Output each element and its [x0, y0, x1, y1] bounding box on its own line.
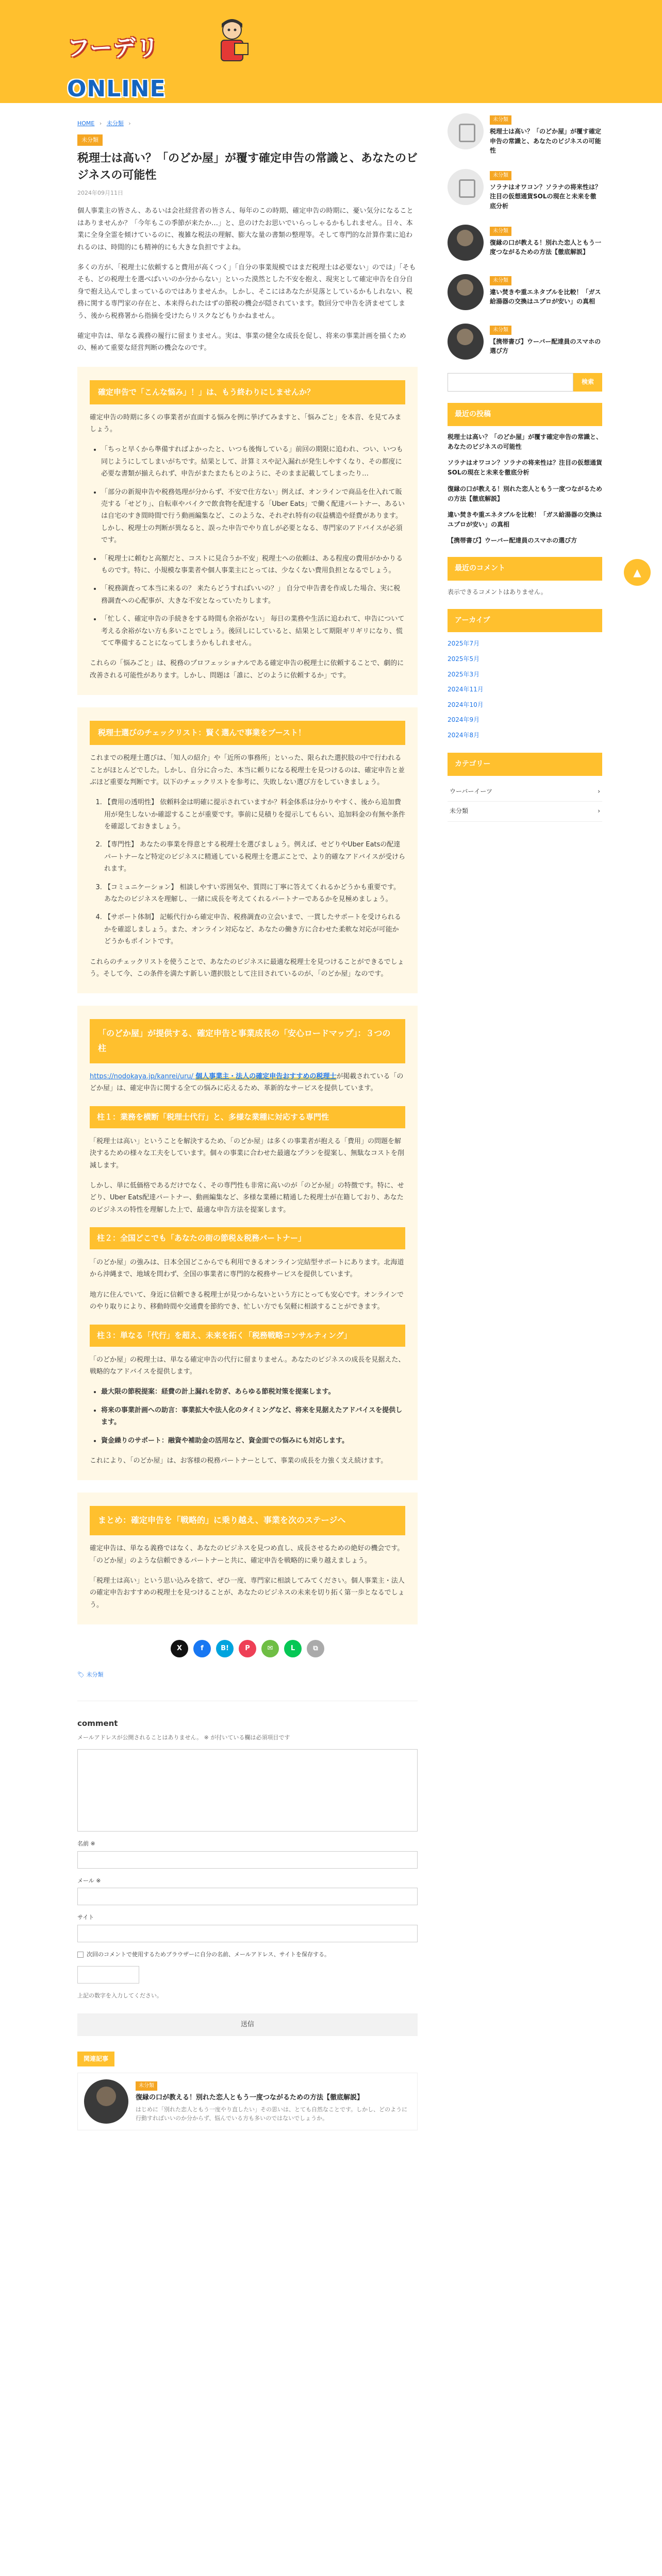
pillar-paragraph: しかし、単に低価格であるだけでなく、その専門性も非常に高いのが「のどか屋」の特徴です。特に、せどり、Uber Eats配達パートナー、動画編集など、多様な業種に精通した税理士が在籍しており、あなたのビジネスの特性を理解した上で、最適な申告方法を提案します。 — [90, 1181, 404, 1214]
email-field[interactable] — [77, 1888, 418, 1905]
name-label: 名前 ※ — [77, 1840, 95, 1847]
recent-post-link[interactable]: 【携帯書び】ウーバー配達員のスマホの選び方 — [448, 537, 577, 545]
post-date: 2024年09月11日 — [77, 189, 123, 196]
comment-textarea[interactable] — [77, 1749, 418, 1832]
post-thumbnail — [448, 225, 484, 261]
checklist — [104, 796, 405, 947]
search-button[interactable]: 検索 — [573, 373, 602, 392]
list-item: • 最大限の節税提案：経費の計上漏れを防ぎ、あらゆる節税対策を提案します。 — [101, 1386, 405, 1398]
intro-paragraph: 多くの方が、「税理士に依頼すると費用が高くつく」「自分の事業規模ではまだ税理士は必要ない」のでは」「そもそも、どの税理士を選べばいいのか分からない」といった漠然とした不安を抱え、現実として確定申告を自分自身で抱え込んでしまっているのではありませんか。しかし、そこにはあなたが見落としているかもしれない、税務に関する専門家の存在と、本来得られたはずの節税の機会が隠されています。数回分で申告を済ませてしまう、後から税務署から指摘を受けたらリスクなどもりかねません。 — [77, 263, 416, 320]
share-copy-button[interactable]: ⧉ — [307, 1640, 324, 1657]
recent-posts-heading: 最近の投稿 — [448, 403, 602, 426]
breadcrumb-category[interactable]: 未分類 — [106, 120, 124, 127]
source-url[interactable]: https://nodokaya.jp/kanrei/uru/ — [90, 1072, 196, 1080]
category-link[interactable] — [448, 802, 602, 822]
popular-post[interactable] — [448, 324, 602, 360]
list-item: 2. 【専門性】 あなたの事業を得意とする税理士を選びましょう。例えば、せどりやUber Eatsの配達パートナーなど特定のビジネスに精通している税理士を選ぶことで、より的確なアドバイスが受けられます。 — [104, 839, 405, 875]
post-category: 未分類 — [490, 276, 511, 285]
save-info-label: 次回のコメントで使用するためブラウザーに自分の名前、メールアドレス、サイトを保存する。 — [87, 1951, 330, 1958]
pillar-list — [101, 1386, 405, 1447]
popular-post[interactable] — [448, 169, 602, 211]
breadcrumb-separator: › — [99, 120, 102, 127]
recent-post-link[interactable]: 税理士は高い？「のどか屋」が覆す確定申告の常識と、あなたのビジネスの可能性 — [448, 433, 603, 450]
section-heading: まとめ：確定申告を「戦略的」に乗り越え、事業を次のステージへ — [90, 1506, 405, 1535]
related-body — [136, 2079, 411, 2124]
intro-paragraph: 確定申告は、単なる義務の履行に留まりません。実は、事業の健全な成長を促し、将来の事業計画を描くための、極めて重要な経営判断の機会なのです。 — [77, 332, 406, 352]
recent-comments-heading: 最近のコメント — [448, 557, 602, 580]
summary-paragraph: 確定申告は、単なる義務ではなく、あなたのビジネスを見つめ直し、成長させるための絶好の機会です。「のどか屋」のような信頼できるパートナーと共に、確定申告を戦略的に乗り越えましょう。 — [90, 1545, 404, 1565]
section-heading: 確定申告で「こんな悩み」！」は、もう終わりにしませんか？ — [90, 380, 405, 404]
chevron-right-icon: › — [598, 807, 600, 815]
section-heading: 税理士選びのチェックリスト：賢く選んで事業をブースト！ — [90, 721, 405, 745]
worries-list — [101, 444, 405, 649]
submit-button[interactable]: 送信 — [77, 2013, 418, 2036]
search-input[interactable] — [448, 373, 573, 392]
share-hatena-button[interactable]: B! — [216, 1640, 234, 1657]
save-info-checkbox[interactable] — [77, 1952, 84, 1958]
save-info-row — [77, 1950, 418, 1960]
recent-post-link[interactable]: ソラナはオワコン？ソラナの将来性は？注目の仮想通貨SOLの現在と未来を徹底分析 — [448, 459, 603, 477]
scroll-top-button[interactable]: ▲ — [624, 559, 651, 586]
share-mail-button[interactable]: ✉ — [261, 1640, 279, 1657]
related-title: 復縁の口が教える！別れた恋人ともう一度つながるための方法【徹底解説】 — [136, 2094, 364, 2102]
post-title: 違い焚きや重エネタブルを比較！「ガス給湯器の交換はユプロが安い」の真相 — [490, 288, 601, 306]
comment-heading: comment — [77, 1718, 118, 1728]
list-item: • 「ちっと早くから準備すればよかったと、いつも後悔している」前回の期限に追われ、つい、いつも同じようにしてしまいがちです。結果として、計算ミスや記入漏れが発生しやすくなり、その都度に必要な書類が揃えられず、申告がまたまたもとのように、そのまま記載してしまったり… — [101, 444, 405, 480]
popular-post[interactable] — [448, 113, 602, 156]
archive-link[interactable]: 2025年7月 — [448, 640, 480, 648]
list-item: 1. 【費用の透明性】 依頼料金は明確に提示されていますか？料金体系は分かりやすく、後から追加費用が発生しないか確認することが重要です。事前に見積りを提示してもらい、追加料金の有無や条件を確認しておきましょう。 — [104, 796, 405, 833]
archive-link[interactable]: 2024年11月 — [448, 686, 484, 693]
related-post-card[interactable] — [77, 2073, 418, 2130]
summary-paragraph: 「税理士は高い」という思い込みを捨て、ぜひ一度、専門家に相談してみてください。個人事業主・法人の確定申告おすすめの税理士を見つけることが、あなたのビジネスの未来を切り拓く第一歩となるでしょう。 — [90, 1577, 405, 1609]
breadcrumb-separator: › — [128, 120, 131, 127]
captcha-label: 上記の数字を入力してください。 — [77, 1992, 162, 1999]
no-comments-text: 表示できるコメントはありません。 — [448, 588, 547, 596]
post-thumbnail — [448, 113, 484, 149]
archive-heading: アーカイブ — [448, 609, 602, 632]
recent-post-link[interactable]: 復縁の口が教える！別れた恋人ともう一度つながるための方法【徹底解説】 — [448, 485, 603, 502]
checklist-section — [77, 707, 418, 993]
category-badge[interactable]: 未分類 — [77, 134, 103, 146]
post-thumbnail — [448, 274, 484, 310]
search-widget — [448, 373, 602, 392]
archive-link[interactable]: 2024年10月 — [448, 701, 484, 708]
archive-link[interactable]: 2024年8月 — [448, 731, 480, 739]
pillar-paragraph: 「税理士は高い」ということを解決するため、「のどか屋」は多くの事業者が抱える「費用」の問題を解決するための様々な工夫をしています。個々の事業に合わせた最適なプランを提案し、無駄なコストを削減します。 — [90, 1137, 404, 1170]
post-category: 未分類 — [490, 227, 511, 236]
popular-post[interactable] — [448, 225, 602, 261]
related-thumbnail — [84, 2079, 128, 2124]
list-item: • 「税理士に頼むと高額だと、コストに見合うか不安」税理士への依頼は、ある程度の費用がかかりるものです。特に、小規模な事業者や個人事業主にとっては、少なくない費用負担となるでしょう。 — [101, 553, 405, 577]
page-title: 税理士は高い？「のどか屋」が覆す確定申告の常識と、あなたのビジネスの可能性 — [77, 151, 418, 182]
archive-link[interactable]: 2024年9月 — [448, 716, 480, 724]
comment-form — [77, 1701, 418, 2036]
share-facebook-button[interactable]: f — [193, 1640, 211, 1657]
archive-list — [448, 638, 602, 741]
lead-text: が掲載されている「のどか屋」は、確定申告に関する全ての悩みに応えるため、革新的なサービスを提供しています。 — [90, 1072, 404, 1093]
breadcrumb — [77, 118, 418, 129]
pillar-paragraph: 地方に住んでいて、身近に信頼できる税理士が見つからないという方にとっても安心です。オンラインでのやり取りにより、移動時間や交通費を節約でき、忙しい方でも気軽に相談することができます。 — [90, 1291, 404, 1311]
share-pocket-button[interactable]: P — [239, 1640, 256, 1657]
recommend-link[interactable]: 個人事業主・法人の確定申告おすすめの税理士 — [195, 1072, 337, 1080]
captcha-field[interactable] — [77, 1966, 139, 1984]
email-label: メール ※ — [77, 1877, 101, 1884]
list-item: • 資金繰りのサポート：融資や補助金の活用など、資金面での悩みにも対応します。 — [101, 1435, 405, 1447]
pillar-closing: これにより、「のどか屋」は、お客様の税務パートナーとして、事業の成長を力強く支え続けます。 — [90, 1456, 388, 1465]
archive-link[interactable]: 2025年5月 — [448, 655, 480, 663]
share-x-button[interactable]: X — [171, 1640, 188, 1657]
roadmap-section — [77, 1006, 418, 1480]
list-item: • 「税務調査って本当に来るの？ 来たらどうすればいいの？」 自分で申告書を作成した場合、実に税務調査への心配事が、大きな不安となっていたりします。 — [101, 583, 405, 607]
category-label: 未分類 — [450, 807, 469, 815]
section-lead: 確定申告の時期に多くの事業者が直面する悩みを例に挙げてみますと、「悩みごと」を本音、を見てみましょう。 — [90, 413, 402, 434]
site-field[interactable] — [77, 1925, 418, 1942]
section-closing: これらのチェックリストを使うことで、あなたのビジネスに最適な税理士を見つけることができるでしょう。そして今、この条件を満たす新しい選択肢として注目されているのが、「のどか屋」なのです。 — [90, 958, 404, 978]
article-column — [77, 118, 418, 2130]
tag-label: 未分類 — [86, 1671, 104, 1679]
post-thumbnail — [448, 169, 484, 205]
pillar-heading: 柱１：業務を横断「税理士代行」と、多様な業種に対応する専門性 — [90, 1106, 405, 1128]
pillar-paragraph: 「のどか屋」の税理士は、単なる確定申告の代行に留まりません。あなたのビジネスの成長を見据えた、戦略的なアドバイスを提供します。 — [90, 1355, 405, 1376]
recent-post-link[interactable]: 違い焚きや重エネタブルを比較！「ガス給湯器の交換はユプロが安い」の真相 — [448, 511, 602, 529]
category-label: ウーバーイーツ — [450, 787, 492, 795]
post-title: ソラナはオワコン？ソラナの将来性は？注目の仮想通貨SOLの現在と未来を徹底分析 — [490, 183, 602, 210]
related-heading: 関連記事 — [77, 2052, 114, 2067]
section-lead — [90, 1071, 405, 1095]
list-item: 3. 【コミュニケーション】 相談しやすい雰囲気や、質問に丁寧に答えてくれるかどうかも重要です。あなたのビジネスを理解し、一緒に成長を考えてくれるパートナーであるかを見極めましょう。 — [104, 882, 405, 906]
post-thumbnail — [448, 324, 484, 360]
post-title: 税理士は高い？「のどか屋」が覆す確定申告の常識と、あなたのビジネスの可能性 — [490, 128, 602, 155]
section-heading: 「のどか屋」が提供する、確定申告と事業成長の「安心ロードマップ」：３つの柱 — [90, 1019, 405, 1063]
intro-paragraph: 個人事業主の皆さん、あるいは会社経営者の皆さん、毎年のこの時期、確定申告の時期に、憂い気分になることはありませんか？「今年もこの季節が来たか…」と、息のけたお思いでいらっしゃるかもしれません。日々、本業に全身全霊を傾けているのに、複雑な税法の理解、膨大な量の書類の整理等。そして専門的な計算作業に追われるのは、時間的にも精神的にも大きな負担ですよね。 — [77, 207, 413, 251]
archive-link[interactable]: 2025年3月 — [448, 670, 480, 678]
post-tag[interactable]: 🏷 未分類 — [77, 1671, 104, 1679]
pillar-heading: 柱３：単なる「代行」を超え、未来を拓く「税務戦略コンサルティング」 — [90, 1325, 405, 1347]
recent-posts-list — [448, 432, 602, 546]
chevron-right-icon: › — [598, 787, 600, 795]
category-link[interactable] — [448, 782, 602, 802]
list-item: • 「部分の新規申告や税務処理が分からず、不安で仕方ない」例えば、オンラインで商品を仕入れて販売する「せどり」、自転車やバイクで飲食物を配達する「Uber Eats」で働く配達パートナー、あるいは自宅のすき間時間で行う動画編集など、このような、それぞれ特有の収益構造や経費があります。しかし、税理士の判断が異なると、誤った申告でやり直しが必要となる、専門家のアドバイスが必須です。 — [101, 486, 405, 547]
list-item: • 将来の事業計画への助言：事業拡大や法人化のタイミングなど、将来を見据えたアドバイスを提供します。 — [101, 1404, 405, 1429]
post-title: 復縁の口が教える！別れた恋人ともう一度つながるための方法【徹底解説】 — [490, 239, 602, 256]
section-closing: これらの「悩みごと」は、税務のプロフェッショナルである確定申告の税理士に依頼することで、劇的に改善される可能性があります。しかし、問題は「誰に、どのように依頼するか」です。 — [90, 659, 404, 680]
share-line-button[interactable]: L — [284, 1640, 302, 1657]
site-logo[interactable] — [57, 12, 253, 103]
sidebar — [448, 113, 602, 822]
site-label: サイト — [77, 1914, 94, 1921]
list-item: • 「忙しく、確定申告の手続きをする時間も余裕がない」 毎日の業務や生活に追われて、申告について考える余裕がない方も多いことでしょう。後回しにしていると、結果として期限ギリギリになり、慌てて準備することになってしまうかもしれません。 — [101, 613, 405, 649]
category-heading: カテゴリー — [448, 753, 602, 776]
share-buttons — [77, 1640, 418, 1657]
section-lead: これまでの税理士選びは、「知人の紹介」や「近所の事務所」といった、限られた選択肢の中で行われることがほとんどでした。しかし、自分に合った、本当に頼りになる税理士を見つけるのは、確定申告と並ぶほど重要な判断です。以下のチェックリストを参考に、失敗しない選び方をしていきましょう。 — [90, 754, 405, 786]
logo-text: フーデリONLINE — [67, 35, 166, 103]
site-header — [0, 0, 662, 103]
post-category: 未分類 — [490, 326, 511, 335]
delivery-person-icon — [214, 16, 250, 68]
category-list — [448, 782, 602, 822]
related-excerpt: はじめに「別れた恋人ともう一度やり直したい」その思いは、とても自然なことです。しかし、どのように行動すればいいのか分からず、悩んでいる方も多いのではないでしょうか。 — [136, 2106, 408, 2122]
list-item: 4. 【サポート体制】 記帳代行から確定申告、税務調査の立会いまで、一貫したサポートを受けられるかを確認しましょう。また、オンライン対応など、あなたの働き方に合わせた柔軟な対応が可能かどうかもポイントです。 — [104, 911, 405, 947]
pillar-heading: 柱２：全国どこでも「あなたの街の節税＆税務パートナー」 — [90, 1227, 405, 1249]
post-title: 【携帯書び】ウーバー配達員のスマホの選び方 — [490, 337, 601, 355]
pillar-paragraph: 「のどか屋」の強みは、日本全国どこからでも利用できるオンライン完結型サポートにあります。北海道から沖縄まで、地域を問わず、全国の事業者に専門的な税務サービスを提供しています。 — [90, 1259, 404, 1279]
worries-section — [77, 367, 418, 695]
popular-post[interactable] — [448, 274, 602, 310]
post-category: 未分類 — [490, 115, 511, 125]
breadcrumb-home[interactable]: HOME — [77, 120, 95, 127]
summary-section — [77, 1493, 418, 1624]
name-field[interactable] — [77, 1851, 418, 1869]
related-category: 未分類 — [136, 2081, 157, 2091]
post-category: 未分類 — [490, 171, 511, 180]
comment-note: メールアドレスが公開されることはありません。 ※ が付いている欄は必須項目です — [77, 1734, 290, 1741]
